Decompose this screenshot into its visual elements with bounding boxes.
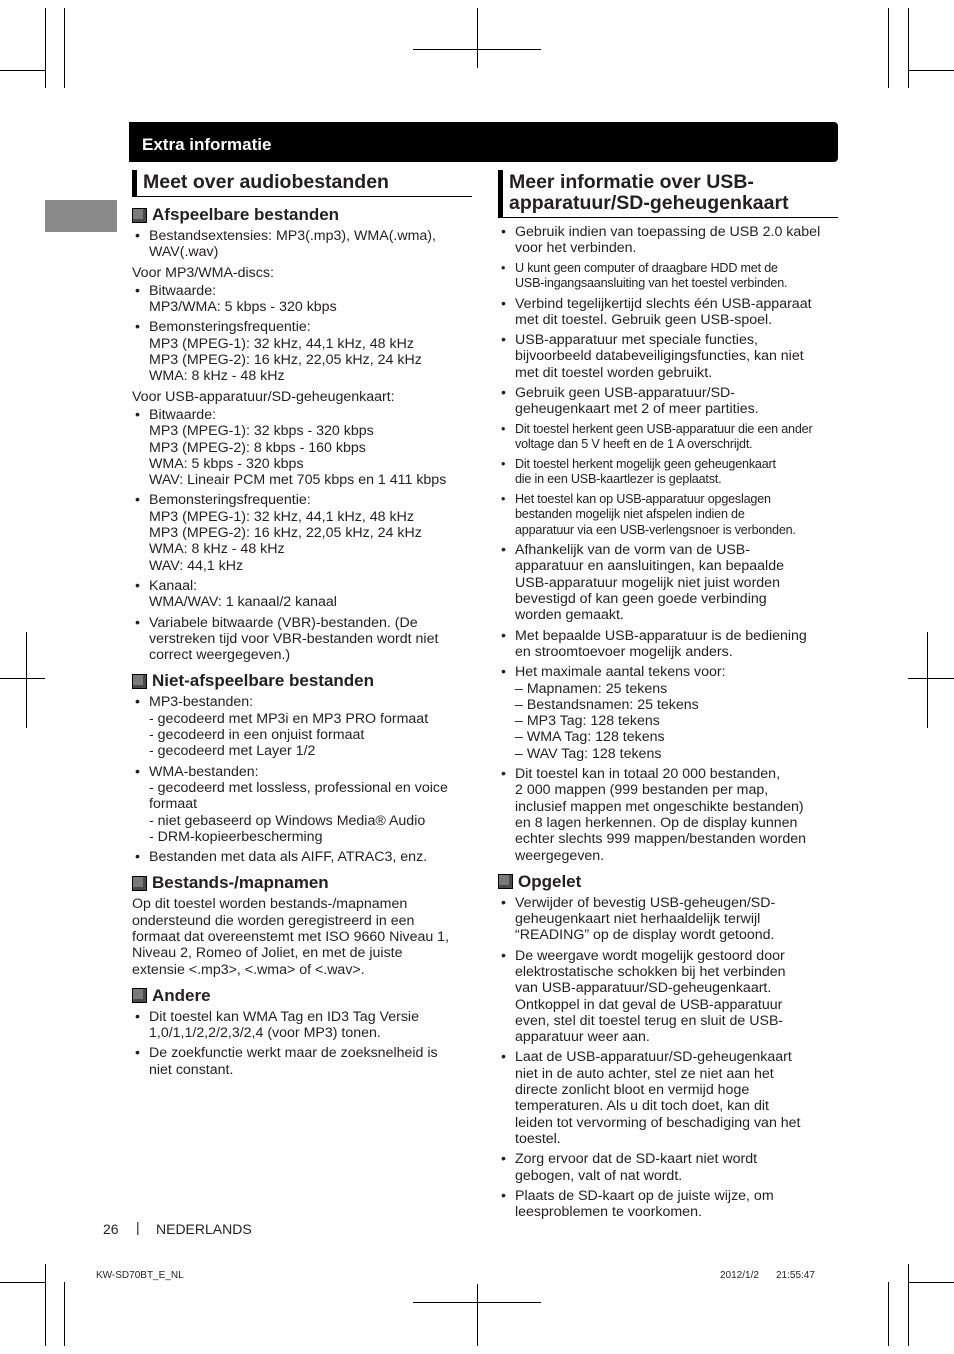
list-item: • Gebruik indien van toepassing de USB 2.0 kabel voor het verbinden.: [498, 224, 838, 257]
footer-language: NEDERLANDS: [156, 1221, 252, 1237]
other-list: [132, 1009, 472, 1078]
list-item: • Kanaal: WMA/WAV: 1 kanaal/2 kanaal: [132, 578, 472, 611]
list-item: • Laat de USB-apparatuur/SD-geheugenkaart niet in de auto achter, stel ze niet aan het directe zonlicht bloot en vermijd hoge temperaturen. Als u dit toch doet, kan dit leiden tot vervorming of beschadiging van het toestel.: [498, 1049, 838, 1147]
footer-separator: |: [136, 1219, 140, 1235]
playable-list-usb: [132, 407, 472, 663]
subheading-label: Bestands-/mapnamen: [152, 873, 329, 893]
usb-label: Voor USB-apparatuur/SD-geheugenkaart:: [132, 388, 395, 405]
unplayable-list: [132, 694, 472, 865]
list-item: • Bitwaarde: MP3/WMA: 5 kbps - 320 kbps: [132, 283, 472, 316]
list-item: • Het toestel kan op USB-apparatuur opgeslagen bestanden mogelijk niet afspelen indien de apparatuur via een USB-verlengsnoer is verbonden.: [498, 492, 838, 539]
usb-info-list: [498, 224, 838, 864]
square-bullet-icon: [132, 674, 147, 689]
playable-list: [132, 228, 472, 261]
subheading-label: Opgelet: [518, 871, 582, 891]
left-column: [132, 170, 472, 1082]
list-item: • Zorg ervoor dat de SD-kaart niet wordt gebogen, valt of nat wordt.: [498, 1151, 838, 1184]
square-bullet-icon: [498, 874, 513, 889]
names-paragraph: Op dit toestel worden bestands-/mapnamen ondersteund die worden geregistreerd in een formaat dat overeenstemt met ISO 9660 Niveau 1, Niveau 2, Romeo of Joliet, en met de juiste extensie <.mp3>, <.wma> of <.wav>.: [132, 896, 450, 978]
subheading-unplayable: [132, 671, 472, 691]
print-time: 21:55:47: [776, 1270, 815, 1281]
list-item: • Plaats de SD-kaart op de juiste wijze, om leesproblemen te voorkomen.: [498, 1188, 838, 1221]
list-item: • Dit toestel herkent geen USB-apparatuur die een ander voltage dan 5 V heeft en de 1 A overschrijdt.: [498, 422, 838, 453]
subheading-caution: [498, 872, 838, 892]
subheading-label: Afspeelbare bestanden: [152, 205, 340, 224]
list-item: • Dit toestel kan WMA Tag en ID3 Tag Versie 1,0/1,1/2,2/2,3/2,4 (voor MP3) tonen.: [132, 1009, 472, 1042]
list-item: • Met bepaalde USB-apparatuur is de bediening en stroomtoevoer mogelijk anders.: [498, 628, 838, 661]
list-item: • Bemonsteringsfrequentie: MP3 (MPEG-1): 32 kHz, 44,1 kHz, 48 kHz MP3 (MPEG-2): 16 kHz, 22,05 kHz, 24 kHz WMA: 8 kHz - 48 kHz WAV: 44,1 kHz: [132, 492, 472, 573]
subheading-label: Niet-afspeelbare bestanden: [152, 671, 375, 691]
list-item: • Gebruik geen USB-apparatuur/SD- geheugenkaart met 2 of meer partities.: [498, 385, 838, 418]
list-item: • Dit toestel herkent mogelijk geen geheugenkaart die in een USB-kaartlezer is geplaatst.: [498, 457, 838, 488]
section-header-bar: [129, 122, 838, 162]
list-item: • Variabele bitwaarde (VBR)-bestanden. (De verstreken tijd voor VBR-bestanden wordt niet correct weergegeven.): [132, 615, 472, 664]
heading-audio-files: Meet over audiobestanden: [132, 170, 472, 197]
page-number: 26: [103, 1221, 119, 1237]
list-item: • Bestandsextensies: MP3(.mp3), WMA(.wma), WAV(.wav): [132, 228, 472, 261]
square-bullet-icon: [132, 876, 147, 891]
side-tab-marker: [45, 200, 117, 232]
list-item: • Afhankelijk van de vorm van de USB- apparatuur en aansluitingen, kan bepaalde USB-apparatuur mogelijk niet juist worden bevestigd of kan geen goede verbinding worden gemaakt.: [498, 542, 838, 623]
playable-list-discs: [132, 283, 472, 385]
right-column: [498, 170, 838, 1224]
subheading-playable: [132, 205, 472, 225]
list-item: • De weergave wordt mogelijk gestoord door elektrostatische schokken bij het verbinden van USB-apparatuur/SD-geheugenkaart. Ontkoppel in dat geval de USB-apparatuur even, stel dit toestel terug en sluit de USB- apparatuur weer aan.: [498, 948, 838, 1046]
doc-code: KW-SD70BT_E_NL: [96, 1270, 184, 1281]
list-item: • Verwijder of bevestig USB-geheugen/SD- geheugenkaart niet herhaaldelijk terwijl “READING” op de display wordt getoond.: [498, 895, 838, 944]
caution-list: [498, 895, 838, 1221]
list-item: • Dit toestel kan in totaal 20 000 bestanden, 2 000 mappen (999 bestanden per map, inclusief mappen met ongeschikte bestanden) en 8 lagen herkennen. Op de display kunnen echter slechts 999 mappen/bestanden worden weergegeven.: [498, 766, 838, 864]
list-item: • De zoekfunctie werkt maar de zoeksnelheid is niet constant.: [132, 1045, 472, 1078]
list-item: • U kunt geen computer of draagbare HDD met de USB-ingangsaansluiting van het toestel verbinden.: [498, 261, 838, 292]
heading-usb-info: Meer informatie over USB- apparatuur/SD-geheugenkaart: [498, 170, 838, 218]
section-title: Extra informatie: [142, 135, 272, 154]
square-bullet-icon: [132, 988, 147, 1003]
subheading-names: [132, 873, 472, 893]
list-item: • Bitwaarde: MP3 (MPEG-1): 32 kbps - 320 kbps MP3 (MPEG-2): 8 kbps - 160 kbps WMA: 5 kbps - 320 kbps WAV: Lineair PCM met 705 kbps en 1 411 kbps: [132, 407, 472, 488]
print-date: 2012/1/2: [720, 1270, 759, 1281]
list-item: • Verbind tegelijkertijd slechts één USB-apparaat met dit toestel. Gebruik geen USB-spoel.: [498, 296, 838, 329]
subheading-label: Andere: [152, 985, 211, 1005]
list-item: • Bestanden met data als AIFF, ATRAC3, enz.: [132, 849, 472, 865]
list-item: • MP3-bestanden: - gecodeerd met MP3i en MP3 PRO formaat - gecodeerd in een onjuist formaat - gecodeerd met Layer 1/2: [132, 694, 472, 759]
list-item: • Bemonsteringsfrequentie: MP3 (MPEG-1): 32 kHz, 44,1 kHz, 48 kHz MP3 (MPEG-2): 16 kHz, 22,05 kHz, 24 kHz WMA: 8 kHz - 48 kHz: [132, 319, 472, 384]
subheading-other: [132, 986, 472, 1006]
square-bullet-icon: [132, 208, 147, 223]
list-item: • WMA-bestanden: - gecodeerd met lossless, professional en voice formaat - niet gebaseerd op Windows Media® Audio - DRM-kopieerbescherming: [132, 764, 472, 845]
mp3wma-label: Voor MP3/WMA-discs:: [132, 264, 274, 281]
list-item: • Het maximale aantal tekens voor: – Mapnamen: 25 tekens – Bestandsnamen: 25 tekens – MP3 Tag: 128 tekens – WMA Tag: 128 tekens – WAV Tag: 128 tekens: [498, 664, 838, 762]
list-item: • USB-apparatuur met speciale functies, bijvoorbeeld databeveiligingsfuncties, kan niet met dit toestel worden gebruikt.: [498, 332, 838, 381]
